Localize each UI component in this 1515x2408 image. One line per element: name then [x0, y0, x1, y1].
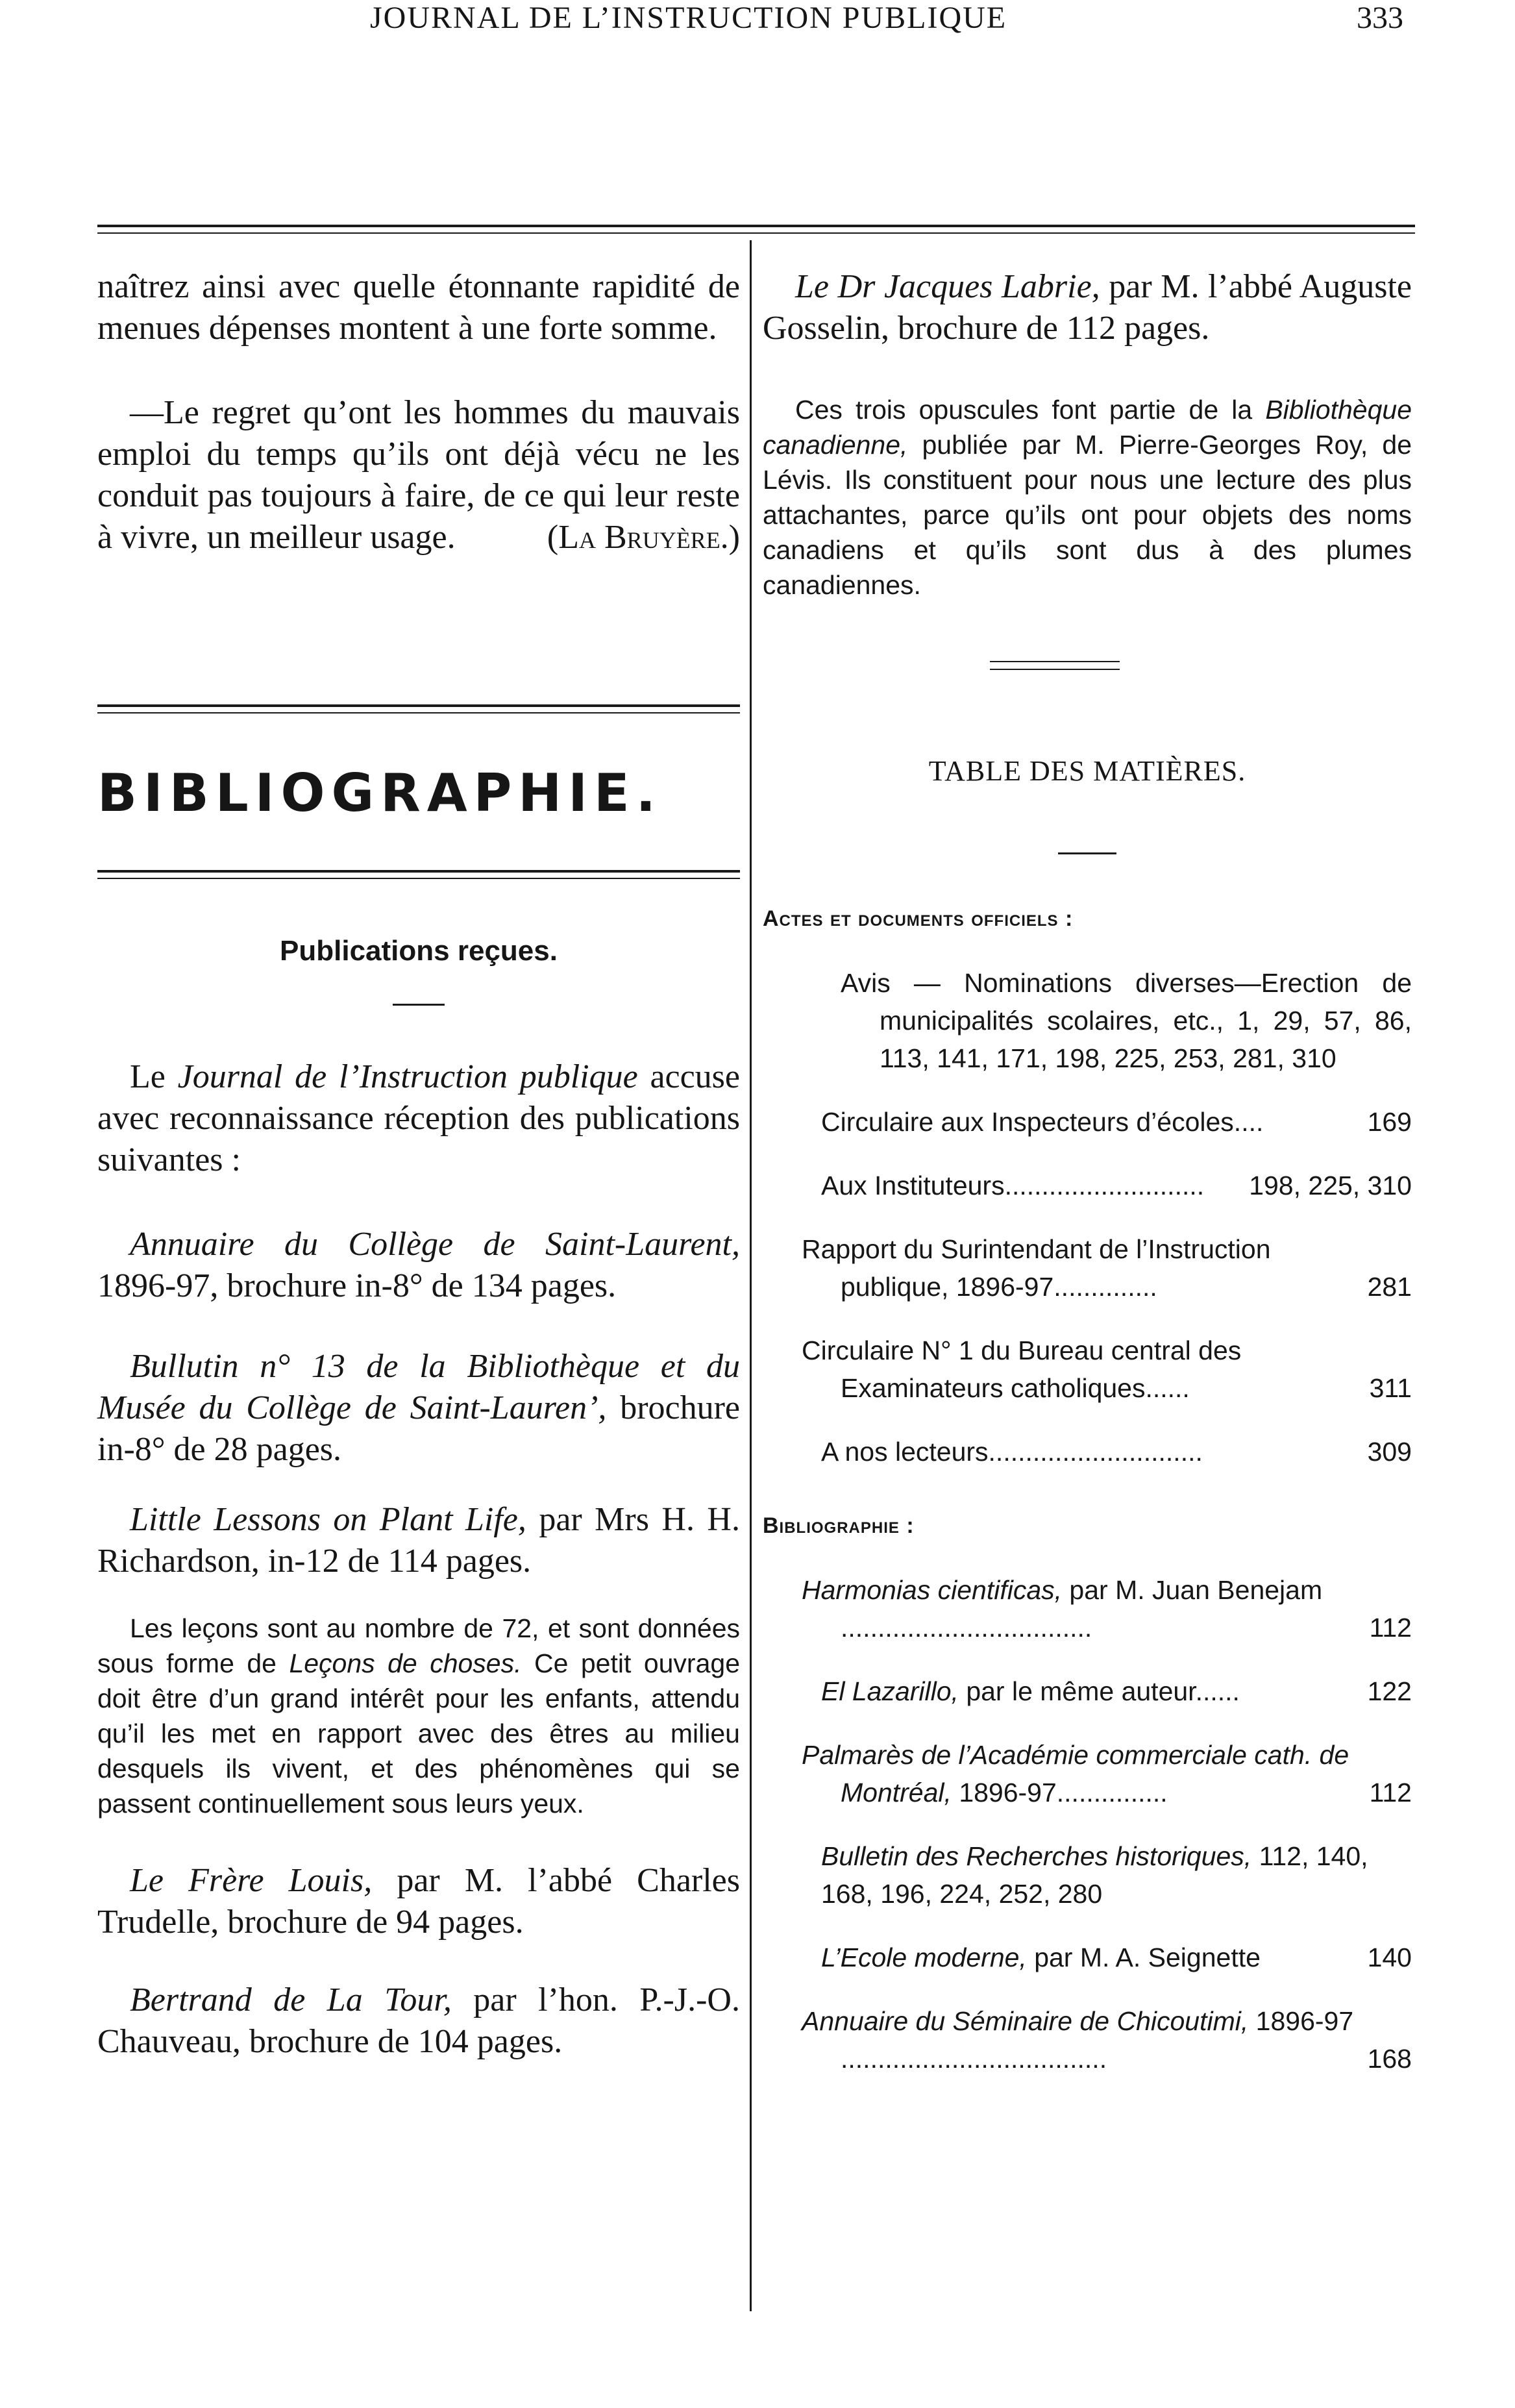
entry-frere-louis: [97, 1860, 740, 1943]
toc-entry-label: 1896-97 ....................................: [841, 2006, 1354, 2074]
toc-entry-label: Avis — Nominations diverses—Erection de municipalités scolaires, etc.,: [841, 968, 1412, 1036]
entry-detail: par M. l’abbé Charles Trudelle, brochure de 94 pages.: [97, 1862, 740, 1941]
toc-entry-title: El Lazarillo,: [821, 1676, 959, 1706]
toc-list-actes: [763, 964, 1412, 1471]
entry-title: Bullutin n° 13 de la Bibliothèque et du Musée du Collège de Saint-Lauren’,: [97, 1348, 740, 1426]
right-column: [763, 266, 1412, 2078]
toc-entry-label: Circulaire N° 1 du Bureau central des Examinateurs catholiques......: [802, 1335, 1242, 1403]
toc-entry-label: par M. A. Seignette: [1026, 1943, 1261, 1972]
entry-little-lessons: [97, 1499, 740, 1582]
note-text-b: publiée par M. Pierre-Georges Roy, de Lévis. Ils constituent pour nous une lecture des plus attachantes, parce qu’ils ont pour objets des noms canadiens et qu’ils sont dus à des plumes canadiennes.: [763, 430, 1412, 600]
intro-paragraph: [97, 1056, 740, 1181]
toc-entry-instituteurs: [821, 1167, 1412, 1204]
toc-entry-label: par M. Juan Benejam ..................................: [841, 1575, 1323, 1643]
section-rule-1a: [97, 704, 740, 707]
toc-entry-title: Bulletin des Recherches historiques,: [821, 1841, 1252, 1871]
separator-dash: [393, 1004, 445, 1006]
toc-title: TABLE DES MATIÈRES.: [928, 755, 1246, 787]
section-rule-2a: [97, 870, 740, 873]
page-number: 333: [1357, 1, 1403, 35]
entry-annuaire-saint-laurent: [97, 1224, 740, 1307]
toc-entry-label: par le même auteur......: [958, 1676, 1240, 1706]
toc-entry-label: 1896-97...............: [951, 1778, 1168, 1807]
section-rule-2b: [97, 878, 740, 879]
entry-title: Bertrand de La Tour,: [130, 1981, 452, 2018]
section-title: BIBLIOGRAPHIE.: [97, 763, 663, 823]
toc-entry-label: Circulaire aux Inspecteurs d’écoles....: [821, 1107, 1264, 1137]
entry-bulletin-13: [97, 1346, 740, 1471]
entry-detail: par M. l’abbé Auguste Gosselin, brochure de 112 pages.: [763, 268, 1412, 347]
toc-entry-title: L’Ecole moderne,: [821, 1943, 1027, 1972]
toc-entry-title: Palmarès de l’Académie commerciale cath. de Montréal,: [802, 1740, 1349, 1807]
quote-text: —Le regret qu’ont les hommes du mauvais emploi du temps qu’ils ont déjà vécu ne les conduit pas toujours à faire, de ce qui leur reste à vivre, un meilleur usage.: [97, 394, 740, 556]
toc-entry-harmonias: [802, 1571, 1412, 1646]
header-rule-top: [97, 225, 1415, 227]
entry-title: Le Frère Louis,: [130, 1862, 373, 1899]
separator-dash: [1058, 852, 1116, 854]
toc-entry-pages: 122: [1367, 1676, 1412, 1706]
toc-entry-pages: 198, 225, 310: [1249, 1171, 1412, 1200]
column-divider: [750, 240, 752, 2311]
publications-block: [97, 935, 740, 2063]
section-rule-1b: [97, 712, 740, 714]
entry-title: Annuaire du Collège de Saint-Laurent,: [130, 1226, 740, 1263]
note-italic: Bibliothèque canadienne,: [763, 395, 1412, 460]
entry-detail: par l’hon. P.-J.-O. Chauveau, brochure de 104 pages.: [97, 1981, 740, 2060]
left-column: [97, 266, 740, 558]
toc-entry-lecteurs: [821, 1433, 1412, 1471]
toc-entry-label: A nos lecteurs.............................: [821, 1437, 1203, 1467]
toc-entry-label: Aux Instituteurs...........................: [821, 1171, 1205, 1200]
intro-post: accuse avec reconnaissance réception des publications suivantes :: [97, 1058, 741, 1178]
journal-title: Journal de l’Instruction publique: [177, 1058, 638, 1095]
toc-rule-a: [990, 661, 1120, 662]
toc-entry-pages: 112: [1369, 1778, 1412, 1807]
running-header: [0, 0, 1515, 52]
entry-detail: par Mrs H. H. Richardson, in-12 de 114 pages.: [97, 1501, 740, 1580]
toc-list-bibliographie: [763, 1571, 1412, 2078]
toc-entry-lazarillo: [821, 1672, 1412, 1710]
entry-detail: 1896-97, brochure in-8° de 134 pages.: [97, 1267, 617, 1304]
toc-entry-pages: 169: [1367, 1107, 1412, 1137]
note-italic: Leçons de choses.: [289, 1648, 522, 1678]
toc-entry-pages: 281: [1367, 1272, 1412, 1302]
toc-entry-circulaire: [821, 1103, 1412, 1141]
toc-entry-pages: 168: [1367, 2044, 1412, 2074]
toc-entry-annuaire-chicoutimi: [802, 2002, 1412, 2078]
entry-bertrand-de-la-tour: [97, 1980, 740, 2063]
toc-entry-pages: 140: [1367, 1943, 1412, 1972]
entry-title: Le Dr Jacques Labrie,: [795, 268, 1100, 305]
toc-entry-palmares: [802, 1736, 1412, 1811]
paragraph-continued: naîtrez ainsi avec quelle étonnante rapidité de menues dépenses montent à une forte somme.: [97, 268, 740, 347]
toc-entry-bureau-central: [802, 1332, 1412, 1407]
toc-entry-rapport: [802, 1230, 1412, 1306]
note-bibliotheque-canadienne: [763, 392, 1412, 602]
toc-entry-pages: 311: [1369, 1373, 1412, 1403]
toc-entry-title: Harmonias cientificas,: [802, 1575, 1063, 1605]
toc-section-bibliographie: Bibliographie :: [763, 1513, 915, 1538]
toc-entry-pages: 112, 140, 168, 196, 224, 252, 280: [821, 1841, 1368, 1909]
toc-rule-b: [990, 669, 1120, 670]
running-title: JOURNAL DE L’INSTRUCTION PUBLIQUE: [370, 1, 1007, 35]
header-rule-bottom: [97, 232, 1415, 234]
toc-entry-pages: 1, 29, 57, 86, 113, 141, 171, 198, 225, 253, 281, 310: [880, 1006, 1412, 1073]
toc-entry-title: Annuaire du Séminaire de Chicoutimi,: [802, 2006, 1249, 2036]
note-text-b: Ce petit ouvrage doit être d’un grand intérêt pour les enfants, attendu qu’il les met en rapport avec des êtres au milieu desquels ils vivent, et des phénomènes qui se passent continuellement sous leurs yeux.: [97, 1648, 740, 1818]
publications-heading: Publications reçues.: [280, 935, 558, 967]
toc-entry-ecole-moderne: [821, 1939, 1412, 1976]
toc-entry-pages: 112: [1369, 1613, 1412, 1643]
toc-section-actes: Actes et documents officiels :: [763, 906, 1074, 931]
toc-entry-bulletin-recherches: [821, 1837, 1412, 1913]
intro-pre: Le: [130, 1058, 178, 1095]
note-text-a: Les leçons sont au nombre de 72, et sont données sous forme de: [97, 1613, 740, 1678]
entry-detail: brochure in-8° de 28 pages.: [97, 1389, 740, 1468]
toc-entry-pages: 309: [1367, 1437, 1412, 1467]
note-text-a: Ces trois opuscules font partie de la: [795, 395, 1266, 425]
paragraph-quote: [97, 392, 740, 558]
toc-entry-label: Rapport du Surintendant de l’Instruction publique, 1896-97..............: [802, 1234, 1271, 1302]
note-little-lessons: [97, 1611, 740, 1821]
entry-title: Little Lessons on Plant Life,: [130, 1501, 526, 1538]
toc-entry-avis: [821, 964, 1412, 1077]
entry-jacques-labrie: [763, 266, 1412, 349]
quote-attribution: (La Bruyère.): [547, 519, 740, 556]
